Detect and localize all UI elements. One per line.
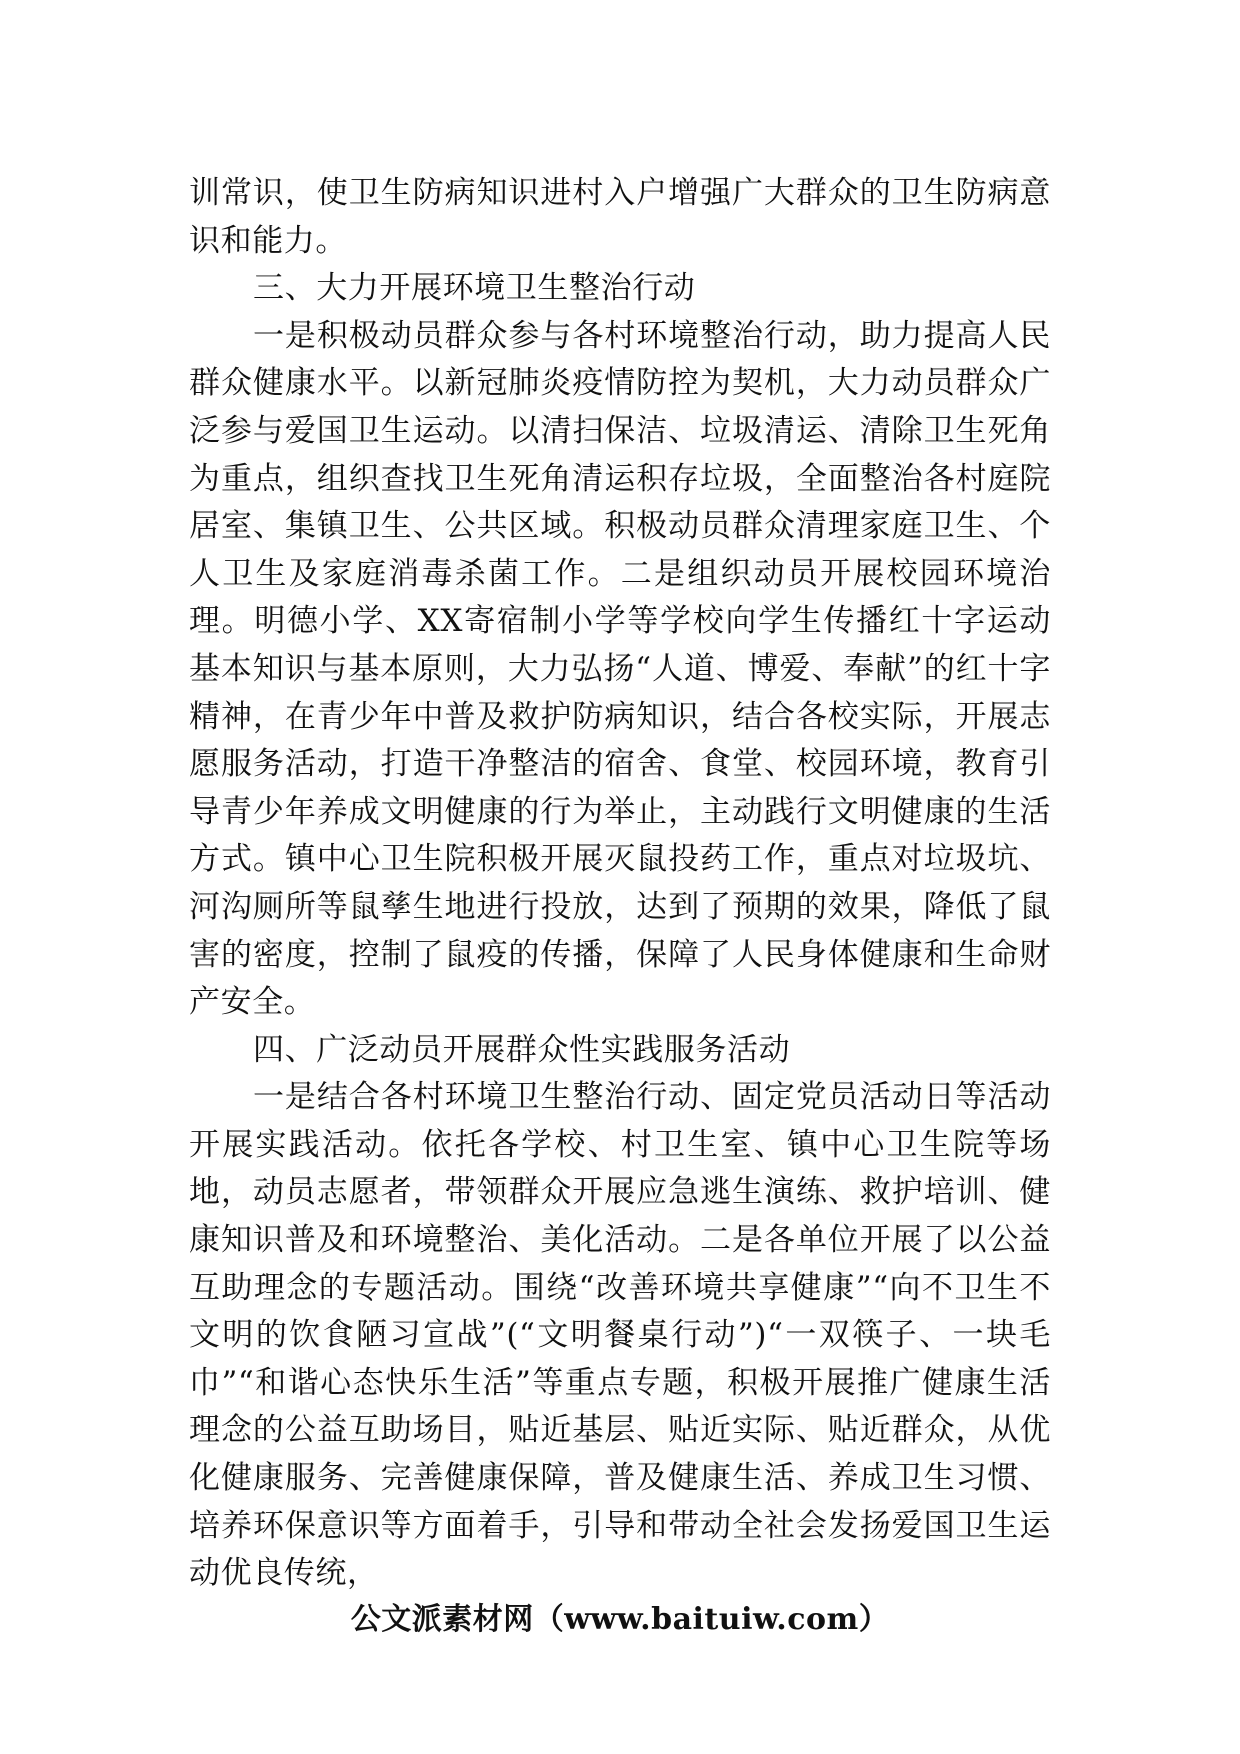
section-heading-four: 四、广泛动员开展群众性实践服务活动 — [253, 1031, 791, 1068]
paragraph-section-four: 一是结合各村环境卫生整治行动、固定党员活动日等活动开展实践活动。依托各学校、村卫生室、镇中心卫生院等场地，动员志愿者，带领群众开展应急逃生演练、救护培训、健康知识普及和环境整治、美化活动。二是各单位开展了以公益互助理念的专题活动。围绕“改善环境共享健康”“向不卫生不文明的饮食陋习宣战”(“文明餐桌行动”)“一双筷子、一块毛巾”“和谐心态快乐生活”等重点专题，积极开展推广健康生活理念的公益互助场目，贴近基层、贴近实际、贴近群众，从优化健康服务、完善健康保障，普及健康生活、养成卫生习惯、培养环保意识等方面着手，引导和带动全社会发扬爱国卫生运动优良传统， — [189, 1079, 1051, 1592]
paragraph-section-three: 一是积极动员群众参与各村环境整治行动，助力提高人民群众健康水平。以新冠肺炎疫情防控为契机，大力动员群众广泛参与爱国卫生运动。以清扫保洁、垃圾清运、清除卫生死角为重点，组织查找卫生死角清运积存垃圾，全面整治各村庭院居室、集镇卫生、公共区域。积极动员群众清理家庭卫生、个人卫生及家庭消毒杀菌工作。二是组织动员开展校园环境治理。明德小学、XX寄宿制小学等学校向学生传播红十字运动基本知识与基本原则，大力弘扬“人道、博爱、奉献”的红十字精神，在青少年中普及救护防病知识，结合各校实际，开展志愿服务活动，打造干净整洁的宿舍、食堂、校园环境，教育引导青少年养成文明健康的行为举止，主动践行文明健康的生活方式。镇中心卫生院积极开展灭鼠投药工作，重点对垃圾坑、河沟厕所等鼠孳生地进行投放，达到了预期的效果，降低了鼠害的密度，控制了鼠疫的传播，保障了人民身体健康和生命财产安全。 — [189, 317, 1051, 1021]
paragraph-continuation: 训常识，使卫生防病知识进村入户增强广大群众的卫生防病意识和能力。 — [189, 175, 1051, 259]
section-heading-three: 三、大力开展环境卫生整治行动 — [253, 270, 696, 307]
footer-watermark: 公文派素材网（www.baituiw.com） — [350, 1602, 890, 1637]
document-body — [189, 170, 1051, 1598]
